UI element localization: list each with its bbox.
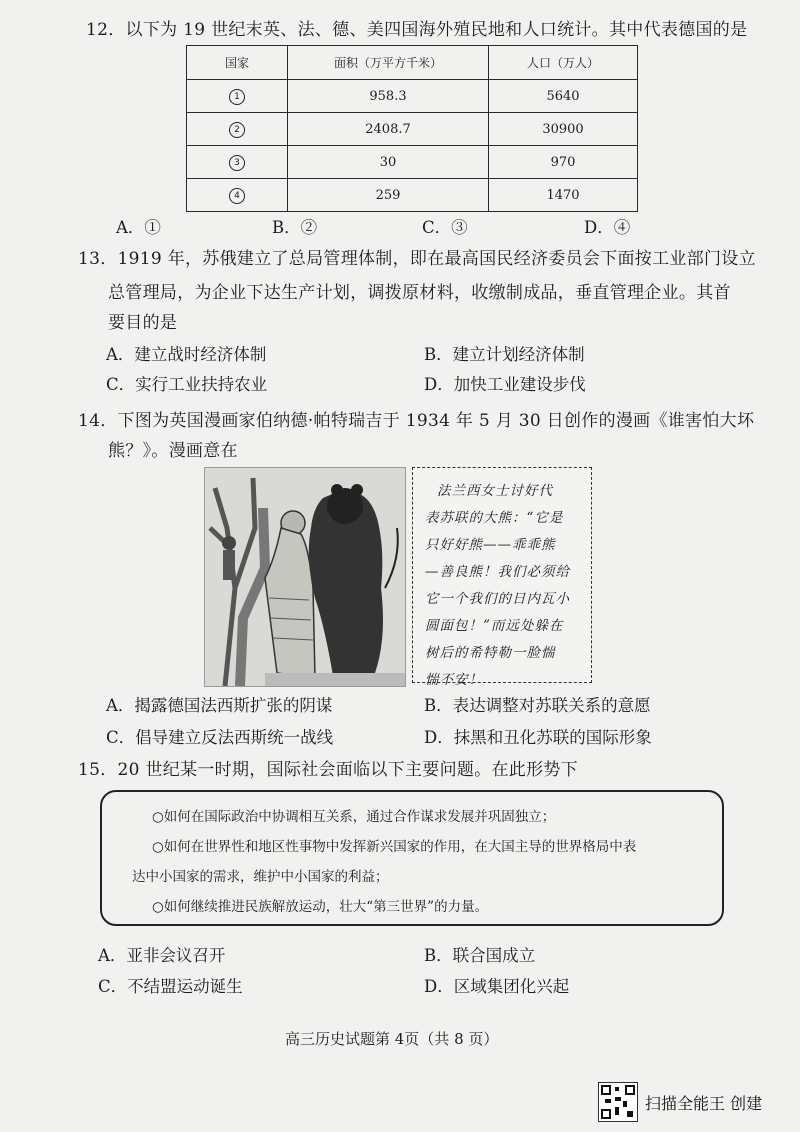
row-number-cell bbox=[187, 113, 288, 146]
header-population: 人口（万人） bbox=[489, 46, 638, 80]
caption-line: 只好好熊——乖乖熊 bbox=[425, 537, 556, 553]
table-row bbox=[187, 146, 638, 179]
q13-option-c: C．实行工业扶持农业 bbox=[106, 375, 268, 394]
q14-line-2: 熊？》。漫画意在 bbox=[108, 441, 238, 461]
q15-option-a: A．亚非会议召开 bbox=[98, 946, 226, 965]
caption-line: 惴不安！ bbox=[425, 672, 483, 688]
q15-stem: 15．20 世纪某一时期，国际社会面临以下主要问题。在此形势下 bbox=[78, 760, 578, 780]
area-cell: 958.3 bbox=[288, 80, 489, 113]
q15-option-b: B．联合国成立 bbox=[424, 946, 536, 965]
circled-number: 4 bbox=[229, 188, 245, 204]
q15-option-d: D．区域集团化兴起 bbox=[424, 977, 570, 996]
circled-number: 1 bbox=[229, 89, 245, 105]
area-cell: 259 bbox=[288, 179, 489, 212]
area-cell: 2408.7 bbox=[288, 113, 489, 146]
caption-line: 表苏联的大熊：“它是 bbox=[425, 510, 564, 526]
table-row bbox=[187, 113, 638, 146]
q12-option-a: A．① bbox=[116, 218, 161, 237]
issue-line: ○如何在世界性和地区性事物中发挥新兴国家的作用，在大国主导的世界格局中表 bbox=[152, 839, 637, 855]
population-cell: 1470 bbox=[489, 179, 638, 212]
caption-line: —善良熊！我们必须给 bbox=[425, 564, 570, 580]
cartoon-illustration bbox=[205, 468, 405, 686]
q13-option-b: B．建立计划经济体制 bbox=[424, 345, 585, 364]
issue-line: ○如何继续推进民族解放运动，壮大“第三世界”的力量。 bbox=[152, 899, 489, 915]
caption-line: 法兰西女士讨好代 bbox=[437, 483, 553, 499]
table-row bbox=[187, 179, 638, 212]
q15-option-c: C．不结盟运动诞生 bbox=[98, 977, 243, 996]
q15-issues-box bbox=[100, 790, 724, 926]
q13-option-d: D．加快工业建设步伐 bbox=[424, 375, 586, 394]
cartoon-caption bbox=[412, 467, 592, 688]
scanner-watermark: 扫描全能王 创建 bbox=[645, 1094, 763, 1113]
row-number-cell bbox=[187, 80, 288, 113]
issue-line: 达中小国家的需求，维护中小国家的利益； bbox=[132, 869, 389, 885]
circled-number: 2 bbox=[229, 122, 245, 138]
table-row bbox=[187, 80, 638, 113]
population-cell: 5640 bbox=[489, 80, 638, 113]
issue-line: ○如何在国际政治中协调相互关系，通过合作谋求发展并巩固独立； bbox=[152, 809, 556, 825]
population-cell: 970 bbox=[489, 146, 638, 179]
q13-option-a: A．建立战时经济体制 bbox=[106, 345, 267, 364]
table-header-row bbox=[187, 46, 638, 80]
population-cell: 30900 bbox=[489, 113, 638, 146]
page-footer: 高三历史试题第 4页（共 8 页） bbox=[285, 1030, 499, 1048]
q14-option-b: B．表达调整对苏联关系的意愿 bbox=[424, 696, 651, 715]
row-number-cell bbox=[187, 179, 288, 212]
header-area: 面积（万平方千米） bbox=[288, 46, 489, 80]
cartoon-image bbox=[204, 467, 406, 687]
q14-line-1: 14．下图为英国漫画家伯纳德·帕特瑞吉于 1934 年 5 月 30 日创作的漫画《谁害怕大坏 bbox=[78, 411, 755, 431]
q12-option-b: B．② bbox=[272, 218, 318, 237]
caption-line: 树后的希特勒一脸惴 bbox=[425, 645, 556, 661]
caption-line: 它一个我们的日内瓦小 bbox=[425, 591, 570, 607]
colony-stats-table bbox=[186, 45, 638, 212]
q13-line-3: 要目的是 bbox=[108, 313, 178, 333]
caption-line: 圆面包！”而远处躲在 bbox=[425, 618, 564, 634]
q12-stem: 12．以下为 19 世纪末英、法、德、美四国海外殖民地和人口统计。其中代表德国的是 bbox=[86, 20, 748, 40]
q13-line-2: 总管理局，为企业下达生产计划，调拨原材料，收缴制成品，垂直管理企业。其首 bbox=[108, 283, 731, 303]
qr-code-icon bbox=[598, 1082, 638, 1122]
q13-line-1: 13．1919 年，苏俄建立了总局管理体制，即在最高国民经济委员会下面按工业部门设立 bbox=[78, 249, 756, 269]
q12-option-d: D．④ bbox=[584, 218, 631, 237]
row-number-cell bbox=[187, 146, 288, 179]
q14-option-d: D．抹黑和丑化苏联的国际形象 bbox=[424, 728, 652, 747]
q14-option-a: A．揭露德国法西斯扩张的阴谋 bbox=[106, 696, 333, 715]
area-cell: 30 bbox=[288, 146, 489, 179]
q12-option-c: C．③ bbox=[422, 218, 468, 237]
q14-option-c: C．倡导建立反法西斯统一战线 bbox=[106, 728, 334, 747]
circled-number: 3 bbox=[229, 155, 245, 171]
header-country: 国家 bbox=[187, 46, 288, 80]
